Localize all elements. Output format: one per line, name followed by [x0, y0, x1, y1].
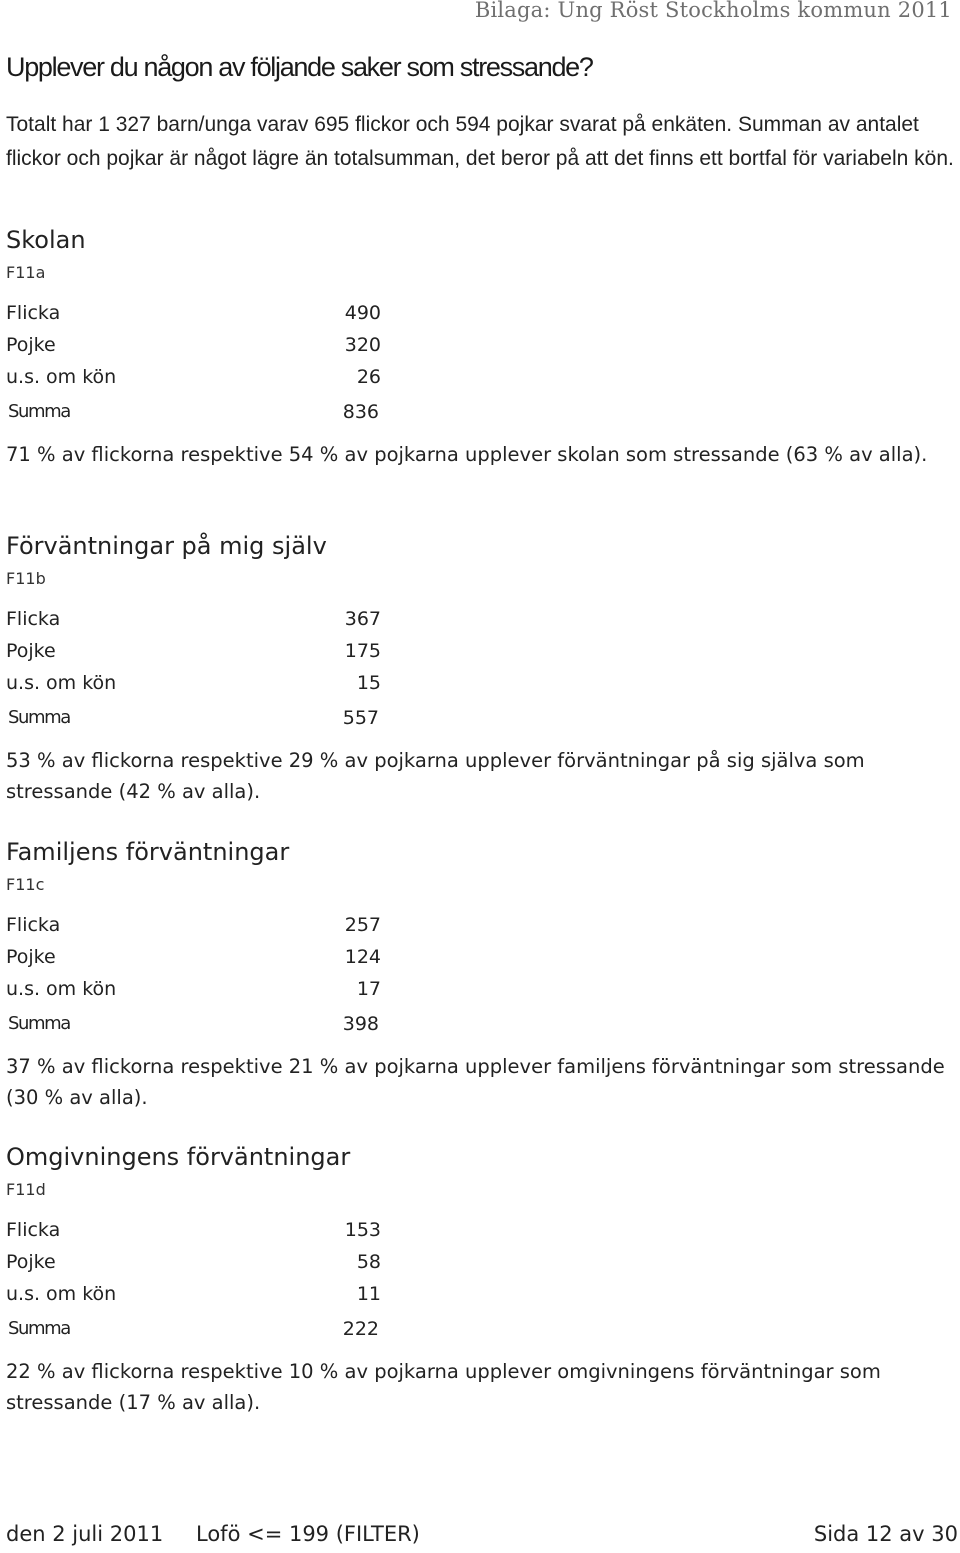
table-row	[6, 973, 954, 1005]
row-label: u.s. om kön	[6, 366, 117, 388]
conclusion-text: 37 % av flickorna respektive 21 % av pojkarna upplever familjens förväntningar som stressande (30 % av alla).	[6, 1055, 945, 1109]
row-value: 257	[344, 914, 381, 936]
section-title: Förväntningar på mig själv	[6, 532, 327, 560]
sum-value: 836	[342, 401, 379, 423]
table-row	[6, 909, 954, 941]
row-value: 26	[356, 366, 381, 388]
footer-page-number: Sida 12 av 30	[813, 1522, 958, 1546]
page-header: Bilaga: Ung Röst Stockholms kommun 2011	[474, 0, 952, 22]
row-label: u.s. om kön	[6, 672, 117, 694]
count-table	[6, 909, 954, 1043]
intro-text: Totalt har 1 327 barn/unga varav 695 flickor och 594 pojkar svarat på enkäten. Summan av antalet flickor och pojkar är något lägre än totalsumman, det beror på att det finns ett bortfal för variabeln kön.	[6, 113, 954, 170]
question-code: F11c	[6, 875, 45, 894]
section-title: Omgivningens förväntningar	[6, 1143, 351, 1171]
row-value: 11	[356, 1283, 381, 1305]
table-row	[6, 1246, 954, 1278]
row-label: Flicka	[6, 1219, 61, 1241]
section-forvantningar-pa-mig-sjalv	[6, 529, 954, 807]
sum-row	[6, 393, 954, 431]
row-label: Pojke	[6, 640, 56, 662]
count-table	[6, 603, 954, 737]
sum-row	[6, 1310, 954, 1348]
row-label: u.s. om kön	[6, 1283, 117, 1305]
sum-value: 398	[342, 1013, 379, 1035]
row-value: 153	[344, 1219, 381, 1241]
count-table	[6, 297, 954, 431]
row-label: u.s. om kön	[6, 978, 117, 1000]
row-value: 175	[344, 640, 381, 662]
sum-value: 222	[342, 1318, 379, 1340]
row-value: 124	[344, 946, 381, 968]
sum-value: 557	[342, 707, 379, 729]
question-code: F11d	[6, 1180, 46, 1199]
row-label: Flicka	[6, 608, 61, 630]
row-value: 490	[344, 302, 381, 324]
page-title: Upplever du någon av följande saker som stressande?	[6, 52, 593, 82]
table-row	[6, 635, 954, 667]
conclusion-text: 53 % av flickorna respektive 29 % av pojkarna upplever förväntningar på sig själva som stressande (42 % av alla).	[6, 749, 865, 803]
section-familjens-forvantningar	[6, 835, 954, 1113]
section-title: Familjens förväntningar	[6, 838, 290, 866]
sum-row	[6, 1005, 954, 1043]
row-label: Flicka	[6, 914, 61, 936]
sum-label: Summa	[8, 1013, 70, 1034]
section-omgivningens-forvantningar	[6, 1140, 954, 1418]
table-row	[6, 1214, 954, 1246]
sum-label: Summa	[8, 401, 70, 422]
table-row	[6, 361, 954, 393]
conclusion-text: 71 % av flickorna respektive 54 % av pojkarna upplever skolan som stressande (63 % av alla).	[6, 443, 928, 466]
count-table	[6, 1214, 954, 1348]
sum-row	[6, 699, 954, 737]
row-label: Flicka	[6, 302, 61, 324]
row-value: 17	[356, 978, 381, 1000]
sum-label: Summa	[8, 707, 70, 728]
table-row	[6, 667, 954, 699]
table-row	[6, 603, 954, 635]
table-row	[6, 329, 954, 361]
table-row	[6, 297, 954, 329]
sum-label: Summa	[8, 1318, 70, 1339]
conclusion-text: 22 % av flickorna respektive 10 % av pojkarna upplever omgivningens förväntningar som stressande (17 % av alla).	[6, 1360, 881, 1414]
question-code: F11b	[6, 569, 46, 588]
question-code: F11a	[6, 263, 46, 282]
section-skolan	[6, 223, 954, 470]
row-label: Pojke	[6, 1251, 56, 1273]
row-label: Pojke	[6, 946, 56, 968]
table-row	[6, 941, 954, 973]
row-value: 367	[344, 608, 381, 630]
footer-date: den 2 juli 2011	[6, 1522, 164, 1546]
footer-filter: Lofö <= 199 (FILTER)	[196, 1522, 420, 1546]
table-row	[6, 1278, 954, 1310]
row-value: 15	[356, 672, 381, 694]
section-title: Skolan	[6, 226, 86, 254]
row-value: 58	[356, 1251, 381, 1273]
row-value: 320	[344, 334, 381, 356]
row-label: Pojke	[6, 334, 56, 356]
